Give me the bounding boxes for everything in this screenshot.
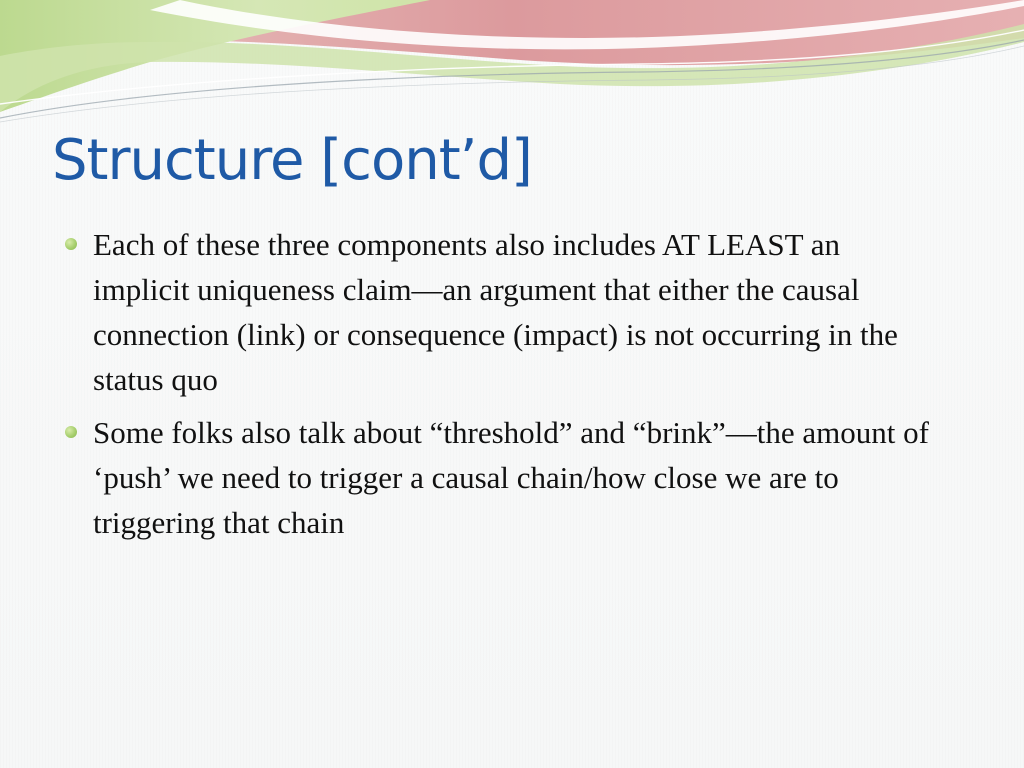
bullet-list bbox=[62, 222, 942, 553]
bullet-item bbox=[62, 222, 942, 402]
bullet-text: Some folks also talk about “threshold” and “brink”—the amount of ‘push’ we need to trigger a causal chain/how close we are to triggering that chain bbox=[93, 415, 929, 540]
bullet-dot-icon bbox=[65, 238, 77, 250]
slide-title: Structure [cont’d] bbox=[52, 128, 532, 193]
bullet-item bbox=[62, 410, 942, 545]
bullet-text: Each of these three components also includes AT LEAST an implicit uniqueness claim—an argument that either the causal connection (link) or consequence (impact) is not occurring in the status quo bbox=[93, 227, 898, 397]
header-swoosh-decoration bbox=[0, 0, 1024, 130]
bullet-dot-icon bbox=[65, 426, 77, 438]
